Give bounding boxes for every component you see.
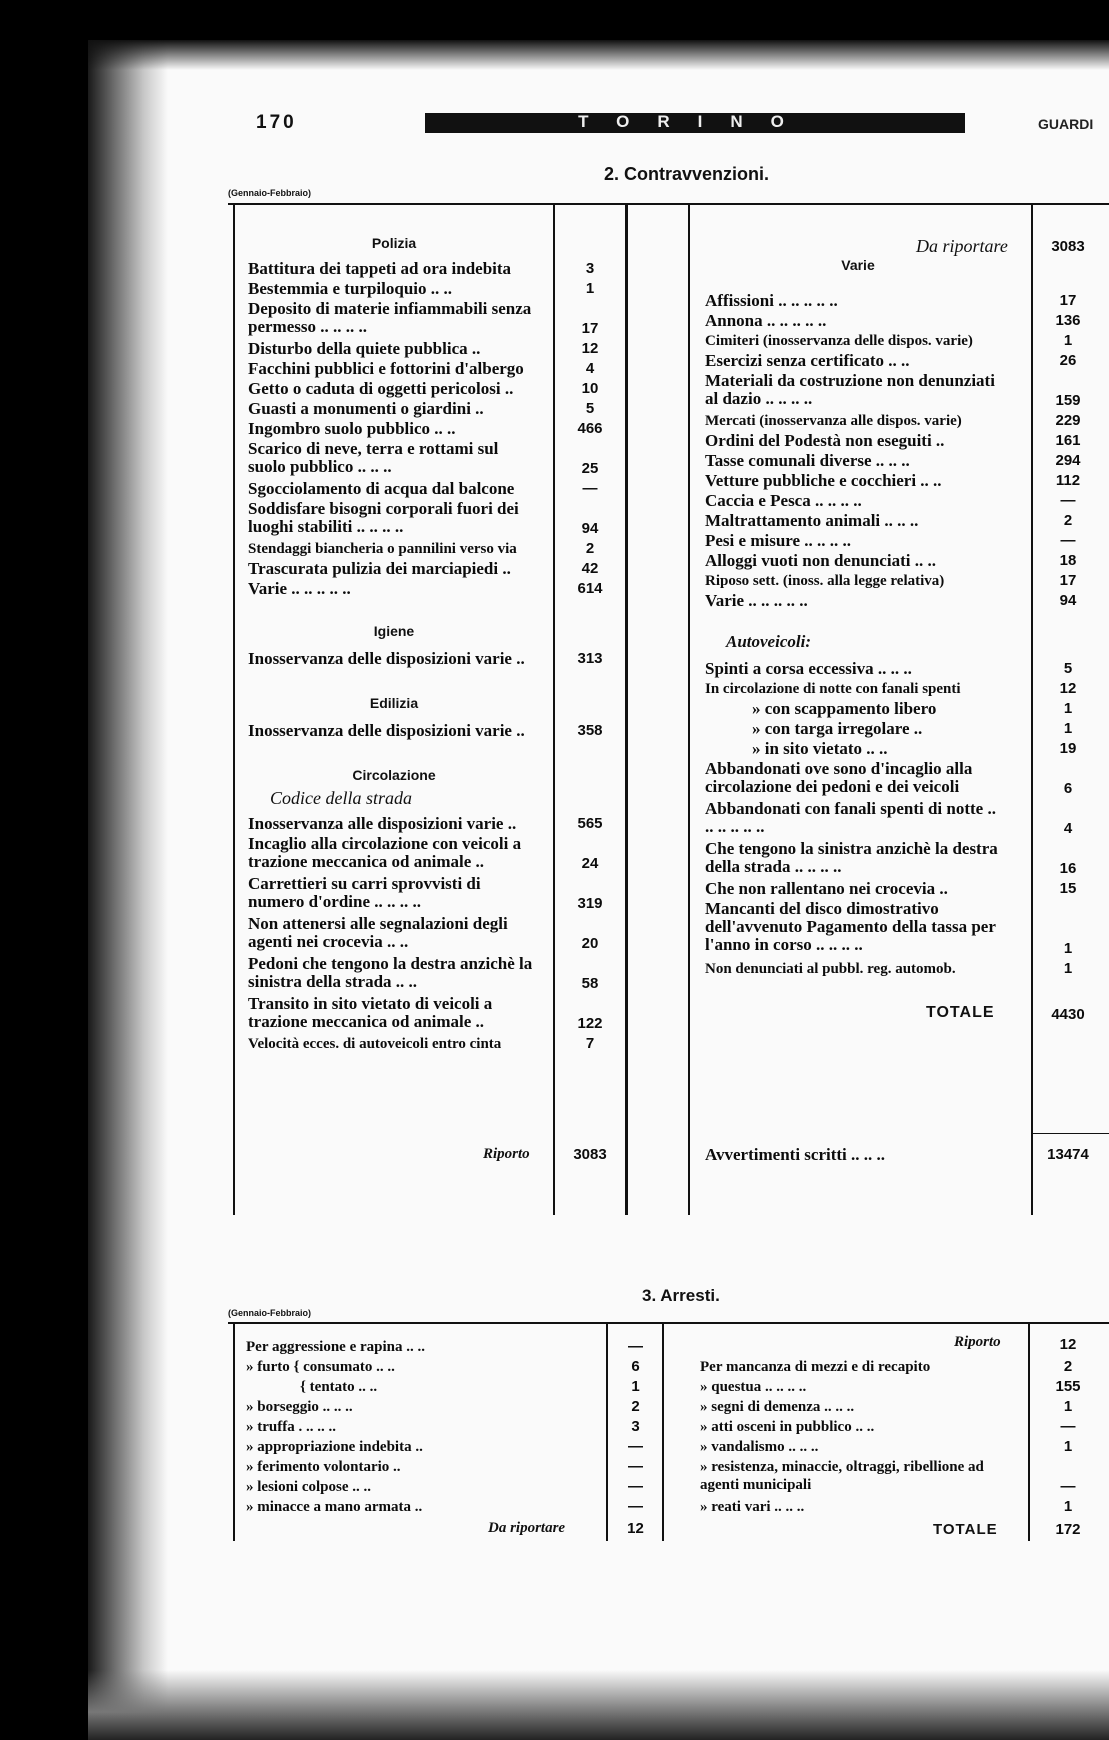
table-row-text: Spinti a corsa eccessiva .. .. ..	[705, 659, 912, 678]
table-row-text: Scarico di neve, terra e rottami sul suolo pubblico .. .. ..	[248, 439, 499, 476]
table-row-value: 358	[577, 722, 603, 739]
arrest-row-value: —	[628, 1458, 643, 1475]
table-row-value: 18	[1059, 552, 1077, 569]
da-riportare-value: 3083	[1051, 238, 1085, 255]
column-divider	[662, 1459, 664, 1541]
arrest-row-value: —	[628, 1438, 643, 1455]
table-row-text: Pesi e misure .. .. .. ..	[705, 531, 852, 550]
table-row-value: 1	[585, 280, 595, 297]
table-left-border	[233, 1324, 235, 1459]
column-divider	[625, 205, 628, 1215]
table-row-text: Deposito di materie infiammabili senza permesso .. .. .. ..	[248, 299, 532, 336]
scan-shadow-bottom	[88, 1670, 1109, 1740]
table-row-value: 1	[1063, 940, 1073, 957]
igiene-heading: Igiene	[373, 623, 415, 639]
table-row-text: Tasse comunali diverse .. .. ..	[705, 451, 910, 470]
document-page	[88, 40, 1109, 1740]
page-number: 170	[256, 112, 297, 133]
table-row-value: 94	[1059, 592, 1077, 609]
riporto-label: Riporto	[483, 1146, 530, 1162]
column-divider	[662, 1324, 664, 1459]
scan-shadow-left	[88, 40, 168, 1740]
table-row-value: 6	[1063, 780, 1073, 797]
table-row-text: In circolazione di notte con fanali spenti	[705, 681, 961, 697]
table-row-value: 319	[577, 895, 603, 912]
arrest-row-value: 3	[631, 1418, 640, 1435]
table-row-value: 42	[581, 560, 599, 577]
table-row-text: Getto o caduta di oggetti pericolosi ..	[248, 379, 514, 398]
arrest-row-value: 2	[1063, 1358, 1073, 1375]
table-row-text: Annona .. .. .. .. ..	[705, 311, 827, 330]
arrest-row-text: » truffa . .. .. ..	[246, 1419, 336, 1435]
table-row-value: 25	[581, 460, 599, 477]
column-divider	[688, 205, 690, 1215]
table-row-value: 294	[1055, 452, 1081, 469]
arrest-row-text: Per aggressione e rapina .. ..	[246, 1339, 426, 1355]
column-divider	[1028, 1324, 1030, 1459]
table-row-text: Esercizi senza certificato .. ..	[705, 351, 910, 370]
arrest-riporto-label: Riporto	[954, 1334, 1001, 1350]
table-row-text: Varie .. .. .. .. ..	[705, 591, 808, 610]
table-row-value: 20	[581, 935, 599, 952]
table-row-value: —	[1060, 532, 1076, 549]
totale-value: 4430	[1051, 1006, 1085, 1023]
table-row-text: Cimiteri (inosservanza delle dispos. varie)	[705, 333, 973, 349]
section3-title: 3. Arresti.	[642, 1286, 720, 1305]
arrest-row-text: » atti osceni in pubblico .. ..	[700, 1419, 875, 1435]
arrest-totale-value: 172	[1055, 1521, 1081, 1538]
arrest-row-value: 1	[631, 1378, 640, 1395]
table-row-value: 16	[1059, 860, 1077, 877]
table-row-text: Alloggi vuoti non denunciati .. ..	[705, 551, 936, 570]
arrest-row-value: 1	[1063, 1438, 1073, 1455]
table-row-value: 24	[581, 855, 599, 872]
table-row-text: Materiali da costruzione non denunziati al dazio .. .. .. ..	[705, 371, 995, 408]
table-row-value: 565	[577, 815, 603, 832]
table-row-value: 17	[1059, 292, 1077, 309]
arrest-row-value: —	[628, 1498, 643, 1515]
arrest-row-text: » appropriazione indebita ..	[246, 1439, 423, 1455]
arrest-row-value: —	[1060, 1478, 1076, 1495]
table-row-text: Abbandonati con fanali spenti di notte .. .. .. .. .. ..	[705, 799, 996, 836]
polizia-heading: Polizia	[371, 235, 417, 251]
arrest-row-value: —	[628, 1338, 643, 1355]
table-row-text: Inosservanza delle disposizioni varie ..	[248, 649, 525, 668]
arrest-row-text: » minacce a mano armata ..	[246, 1499, 423, 1515]
arrest-row-text: » vandalismo .. .. ..	[700, 1439, 819, 1455]
table-row-value: 2	[585, 540, 595, 557]
table-row-text: Disturbo della quiete pubblica ..	[248, 339, 481, 358]
table-row-value: 17	[1059, 572, 1077, 589]
table-row-text: Mercati (inosservanza alle dispos. varie)	[705, 413, 962, 429]
table-row-value: —	[1060, 492, 1076, 509]
table-row-text: Pedoni che tengono la destra anzichè la sinistra della strada .. ..	[248, 954, 533, 991]
table-row-text: Che non rallentano nei crocevia ..	[705, 879, 948, 898]
arrest-row-value: —	[628, 1478, 643, 1495]
arrest-row-text: » reati vari .. .. ..	[700, 1499, 805, 1515]
table-row-value: 159	[1055, 392, 1081, 409]
arrest-row-text: » borseggio .. .. ..	[246, 1399, 353, 1415]
table-left-border	[233, 205, 235, 1215]
arrest-row-value: 155	[1055, 1378, 1081, 1395]
column-divider	[1031, 205, 1033, 1215]
table-row-value: 19	[1059, 740, 1077, 757]
header-right-text: GUARDI	[1038, 116, 1094, 132]
totale-label: TOTALE	[926, 1004, 995, 1021]
column-divider	[606, 1459, 608, 1541]
arrest-row-value: 6	[631, 1358, 640, 1375]
table-row-value: 5	[585, 400, 595, 417]
scan-shadow-top	[88, 40, 1109, 70]
table-row-text: » con targa irregolare ..	[752, 719, 923, 738]
arrest-da-riportare-value: 12	[627, 1520, 644, 1537]
table-row-value: 1	[1063, 332, 1073, 349]
table-row-value: 136	[1055, 312, 1081, 329]
table-row-value: 17	[581, 320, 599, 337]
table-row-value: 12	[581, 340, 599, 357]
table-row-text: Affissioni .. .. .. .. ..	[705, 291, 838, 310]
table-row-text: Caccia e Pesca .. .. .. ..	[705, 491, 862, 510]
avvertimenti-value: 13474	[1047, 1146, 1089, 1163]
table-row-text: Non attenersi alle segnalazioni degli agenti nei crocevia .. ..	[248, 914, 508, 951]
table-row-value: 94	[581, 520, 599, 537]
table-row-value: 1	[1063, 960, 1073, 977]
table-row-text: Mancanti del disco dimostrativo dell'avvenuto Pagamento della tassa per l'anno in corso .. .. .. ..	[705, 899, 996, 954]
table-top-rule	[228, 203, 1109, 205]
table-row-value: 3	[585, 260, 595, 277]
table-row-value: 614	[577, 580, 603, 597]
table-row-text: Battitura dei tappeti ad ora indebita	[248, 259, 512, 278]
table-row-value: 10	[581, 380, 599, 397]
table-row-value: 4	[585, 360, 595, 377]
table-row-value: 122	[577, 1015, 603, 1032]
table-row-value: 2	[1063, 512, 1073, 529]
table-row-text: Varie .. .. .. .. ..	[248, 579, 351, 598]
table-row-value: 112	[1055, 472, 1081, 489]
table-row-value: 26	[1059, 352, 1077, 369]
table-row-text: Guasti a monumenti o giardini ..	[248, 399, 484, 418]
table-row-text: Maltrattamento animali .. .. ..	[705, 511, 919, 530]
arrest-totale-label: TOTALE	[933, 1521, 998, 1538]
table-row-value: 1	[1063, 700, 1073, 717]
table-row-text: Trascurata pulizia dei marciapiedi ..	[248, 559, 511, 578]
table-top-rule	[228, 1322, 1109, 1324]
table-row-value: 161	[1055, 432, 1081, 449]
table-row-value: 58	[581, 975, 599, 992]
table-row-text: Carrettieri su carri sprovvisti di numero d'ordine .. .. .. ..	[248, 874, 481, 911]
table-left-border	[233, 1459, 235, 1541]
table-row-text: Stendaggi biancheria o pannilini verso via	[248, 541, 517, 557]
arrest-row-value: —	[1060, 1418, 1076, 1435]
table-row-value: 5	[1063, 660, 1073, 677]
column-divider	[606, 1324, 608, 1459]
table-row-value: 1	[1063, 720, 1073, 737]
edilizia-heading: Edilizia	[369, 695, 419, 711]
table-row-text: Non denunciati al pubbl. reg. automob.	[705, 961, 956, 977]
arrest-da-riportare-label: Da riportare	[488, 1520, 566, 1536]
table-row-text: Sgocciolamento di acqua dal balcone	[248, 479, 515, 498]
section2-title: 2. Contravvenzioni.	[604, 164, 770, 184]
table-row-text: Vetture pubbliche e cocchieri .. ..	[705, 471, 942, 490]
table-row-value: 313	[577, 650, 603, 667]
table-row-value: 4	[1063, 820, 1073, 837]
arrest-row-value: 1	[1063, 1498, 1073, 1515]
table-row-value: 15	[1059, 880, 1077, 897]
table-row-text: Ingombro suolo pubblico .. ..	[248, 419, 456, 438]
table-row-text: Incaglio alla circolazione con veicoli a trazione meccanica od animale ..	[248, 834, 522, 871]
table-row-text: Inosservanza alle disposizioni varie ..	[248, 814, 517, 833]
avvertimenti-text: Avvertimenti scritti .. .. ..	[705, 1145, 886, 1164]
table-row-value: —	[582, 480, 598, 497]
varie-heading: Varie	[841, 257, 875, 273]
totale-rule	[1033, 1133, 1109, 1134]
arrest-row-text: » segni di demenza .. .. ..	[700, 1399, 855, 1415]
table-row-text: Inosservanza delle disposizioni varie ..	[248, 721, 525, 740]
table-row-text: Transito in sito vietato di veicoli a trazione meccanica od animale ..	[248, 994, 493, 1031]
header-band-text: TORINO	[578, 112, 812, 131]
table-row-text: Abbandonati ove sono d'incaglio alla circolazione dei pedoni e dei veicoli	[705, 759, 973, 796]
table-row-text: Soddisfare bisogni corporali fuori dei luoghi stabiliti .. .. .. ..	[248, 499, 519, 536]
column-divider	[1028, 1459, 1030, 1541]
arrest-row-value: 2	[631, 1398, 640, 1415]
table-row-text: Che tengono la sinistra anzichè la destra della strada .. .. .. ..	[705, 839, 998, 876]
arrest-row-text: { tentato .. ..	[300, 1379, 378, 1395]
table-row-text: Facchini pubblici e fottorini d'albergo	[248, 359, 524, 378]
section2-period: (Gennaio-Febbraio)	[228, 188, 311, 198]
autoveicoli-heading: Autoveicoli:	[726, 632, 811, 651]
arrest-row-text: Per mancanza di mezzi e di recapito	[700, 1359, 931, 1375]
table-row-value: 229	[1055, 412, 1081, 429]
table-row-text: » con scappamento libero	[752, 699, 937, 718]
arrest-row-text: » furto { consumato .. ..	[246, 1359, 395, 1375]
arrest-riporto-value: 12	[1059, 1336, 1077, 1353]
table-row-text: Riposo sett. (inoss. alla legge relativa)	[705, 573, 945, 589]
arrest-row-text: » lesioni colpose .. ..	[246, 1479, 372, 1495]
table-row-text: Ordini del Podestà non eseguiti ..	[705, 431, 945, 450]
table-row-text: » in sito vietato .. ..	[752, 739, 888, 758]
circolazione-heading: Circolazione	[352, 767, 436, 783]
codice-subheading: Codice della strada	[270, 788, 412, 808]
column-divider	[553, 205, 555, 1215]
da-riportare-label: Da riportare	[916, 236, 1008, 256]
table-row-text: Bestemmia e turpiloquio .. ..	[248, 279, 452, 298]
table-row-value: 7	[585, 1035, 595, 1052]
table-row-value: 466	[577, 420, 603, 437]
section3-period: (Gennaio-Febbraio)	[228, 1308, 311, 1318]
arrest-row-text: » resistenza, minaccie, oltraggi, ribellione ad agenti municipali	[700, 1459, 984, 1493]
arrest-row-text: » questua .. .. .. ..	[700, 1379, 807, 1395]
table-row-text: Velocità ecces. di autoveicoli entro cinta	[248, 1036, 502, 1052]
arrest-row-text: » ferimento volontario ..	[246, 1459, 401, 1475]
arrest-row-value: 1	[1063, 1398, 1073, 1415]
table-row-value: 12	[1059, 680, 1077, 697]
riporto-value: 3083	[573, 1146, 607, 1163]
